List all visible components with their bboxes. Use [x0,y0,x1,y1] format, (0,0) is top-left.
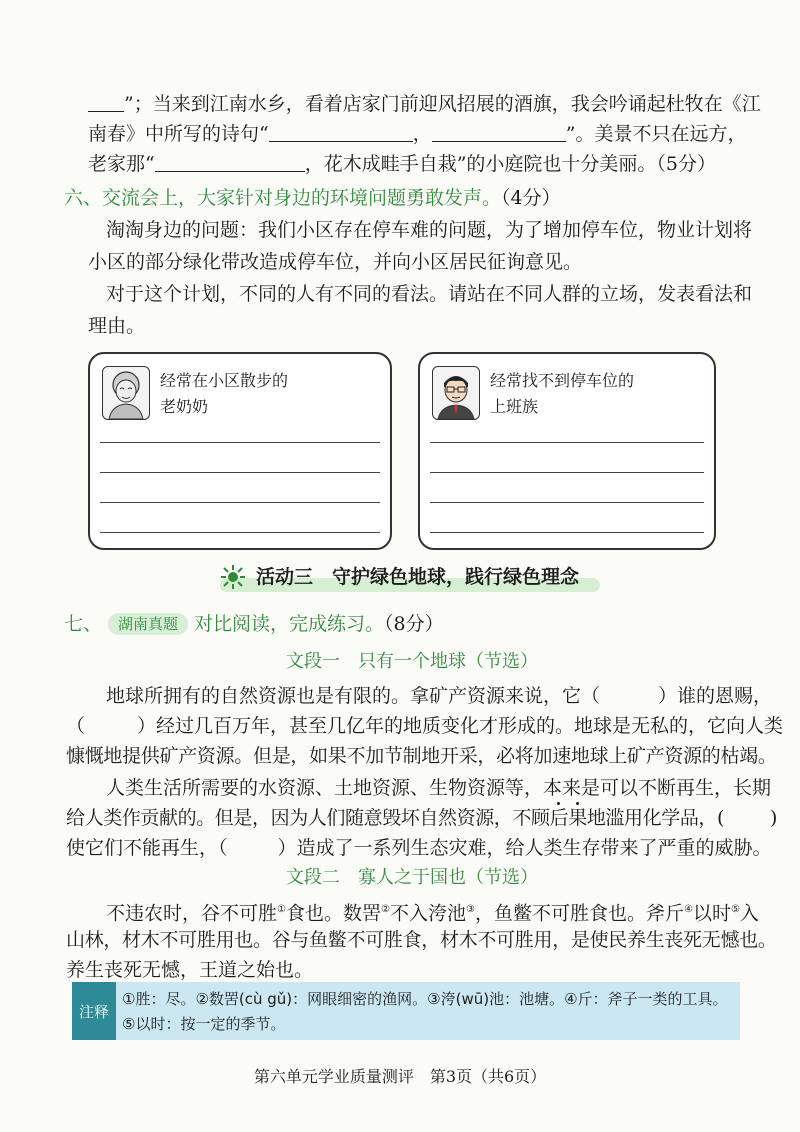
classical-line-2: 山林，材木不可胜用也。谷与鱼鳖不可胜食，材木不可胜用，是使民养生丧死无憾也。 [66,929,777,951]
emphasis-char: 后 [549,807,569,829]
q6-paragraph-2: 对于这个计划，不同的人有不同的看法。请站在不同人群的立场，发表看法和 [106,283,753,305]
writing-line[interactable] [100,442,380,443]
passage-1-line-5: 给人类作贡献的。但是，因为人们随意毁坏自然资源，不顾后果地滥用化学品，( ) [66,807,778,829]
poem-line-1: ”；当来到江南水乡，看着店家门前迎风招展的酒旗，我会吟诵起杜牧在《江 [88,92,761,116]
q6-paragraph-1-cont: 小区的部分绿化带改造成停车位，并向小区居民征询意见。 [88,251,583,273]
q6-paragraph-2-cont: 理由。 [88,315,146,337]
answer-blank[interactable] [155,153,305,172]
sparkle-icon [220,564,246,594]
writing-line[interactable] [100,532,380,533]
passage-1-line-1: 地球所拥有的自然资源也是有限的。拿矿产资源来说，它（ ）谁的恩赐， [106,685,773,707]
answer-blank[interactable] [432,123,566,142]
passage-1-line-4: 人类生活所需要的水资源、土地资源、生物资源等，本来是可以不断再生，长期 [106,777,772,799]
writing-line[interactable] [100,472,380,473]
emphasis-char: 果 [568,807,587,829]
card-caption: 经常在小区散步的 老奶奶 [160,371,289,416]
question-7-heading: 七、 湖南真题 对比阅读，完成练习。（8分） [64,613,444,635]
notes-line-1: ①胜：尽。②数罟(cù gǔ)：网眼细密的渔网。③洿(wū)池：池塘。④斤：斧子一类的工具。 [122,990,728,1008]
q6-paragraph-1: 淘淘身边的问题：我们小区存在停车难的问题，为了增加停车位，物业计划将 [106,219,753,241]
writing-line[interactable] [430,502,704,503]
passage-1-title: 文段一 只有一个地球（节选） [286,651,538,672]
question-6-heading: 六、交流会上，大家针对身边的环境问题勇敢发声。（4分） [64,187,561,209]
activity-title: 活动三 守护绿色地球，践行绿色理念 [256,566,580,588]
activity-banner [200,556,620,596]
writing-line[interactable] [430,472,704,473]
poem-line-2: 南春》中所写的诗句“ ， ”。美景不只在远方， [88,123,747,145]
classical-line-1: 不违农时，谷不可胜①食也。数罟②不入洿池③，鱼鳖不可胜食也。斧斤④以时⑤入 [106,902,759,925]
source-tag: 湖南真题 [108,613,188,635]
passage-1-line-3: 慷慨地提供矿产资源。但是，如果不加节制地开采，必将加速地球上矿产资源的枯竭。 [66,745,777,767]
notes-line-2: ⑤以时：按一定的季节。 [122,1015,286,1033]
answer-blank[interactable] [269,123,413,142]
notes-box [72,982,740,1040]
office-worker-avatar-icon [432,366,480,420]
answer-blank[interactable] [88,93,124,112]
grandma-avatar-icon [102,366,150,420]
opinion-card-grandma [88,352,392,550]
passage-2-title: 文段二 寡人之于国也（节选） [286,867,538,888]
classical-line-3: 养生丧死无憾，王道之始也。 [66,959,314,981]
card-caption: 经常找不到停车位的 上班族 [490,371,635,416]
writing-line[interactable] [430,532,704,533]
poem-line-3: 老家那“ ，花木成畦手自栽”的小庭院也十分美丽。（5分） [88,153,717,175]
writing-line[interactable] [100,502,380,503]
writing-line[interactable] [430,442,704,443]
opinion-card-office-worker [418,352,716,550]
page-footer: 第六单元学业质量测评 第3页（共6页） [253,1067,547,1086]
passage-1-line-2: （ ）经过几百万年，甚至几亿年的地质变化才形成的。地球是无私的，它向人类 [66,715,784,737]
passage-1-line-6: 使它们不能再生，（ ）造成了一系列生态灾难，给人类生存带来了严重的威胁。 [66,837,772,859]
notes-label: 注释 [72,982,116,1040]
